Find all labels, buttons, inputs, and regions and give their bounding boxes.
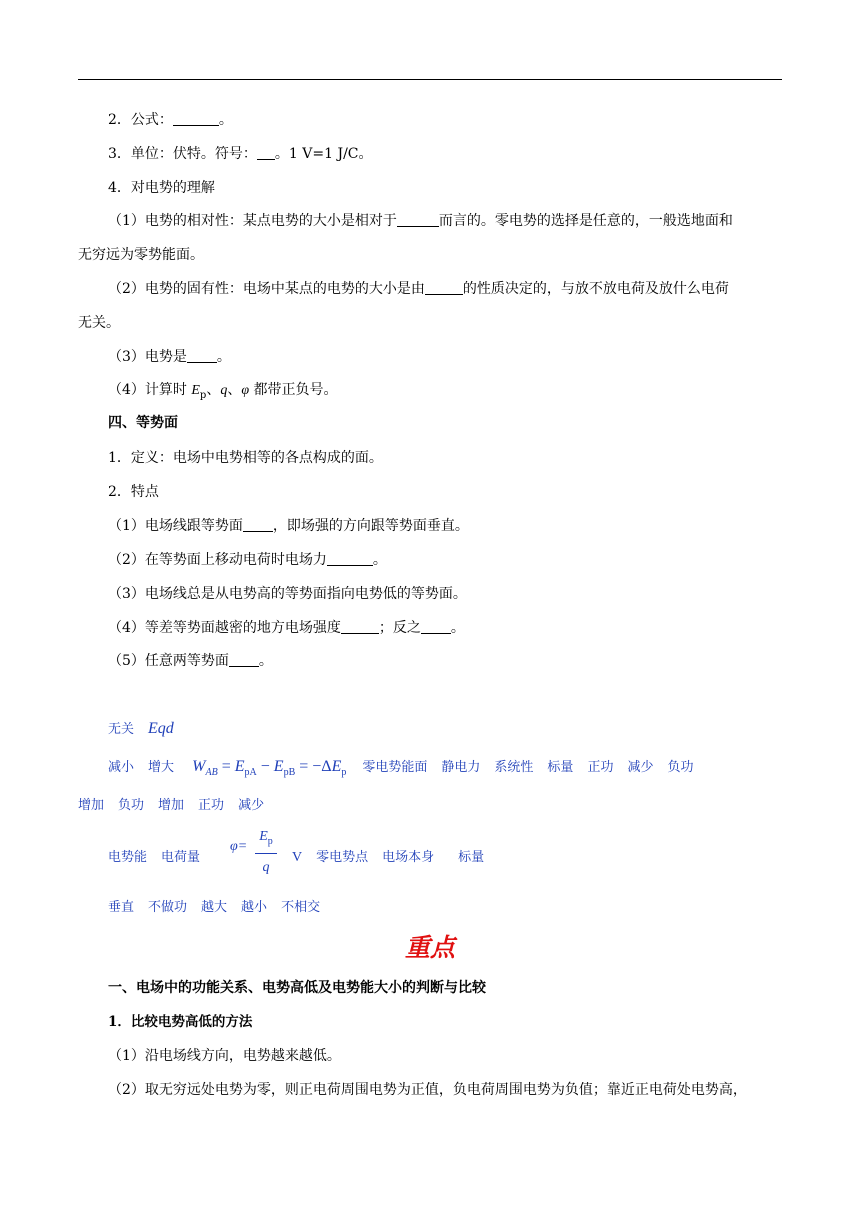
feature-1: （1）电场线跟等势面 ，即场强的方向跟等势面垂直。 [108,518,469,534]
relativity-line: （1）电势的相对性：某点电势的大小是相对于 而言的。零电势的选择是任意的，一般选地面和 [108,213,733,229]
unit-line: 3．单位：伏特。符号： 。1 V=1 J/C。 [108,146,373,162]
fraction-denominator: q [262,860,270,875]
fraction-bar [255,853,277,854]
blank [173,111,219,126]
blank [425,280,463,295]
header-rule [78,79,782,80]
definition-line: 1．定义：电场中电势相等的各点构成的面。 [108,450,383,466]
section-heading-equipotential: 四、等势面 [108,415,178,431]
feature-5: （5）任意两等势面 。 [108,653,273,669]
feature-3: （3）电场线总是从电势高的等势面指向电势低的等势面。 [108,586,467,602]
method-2: （2）取无穷远处电势为零，则正电荷周围电势为正值，负电荷周围电势为负值；靠近正电荷处电势高， [108,1082,747,1098]
formula-line: 2．公式： 。 [108,112,233,128]
answers-line-4-rest: V 零电势点 电场本身 标量 [292,850,485,865]
key-points-title: 重点 [404,933,455,962]
blank [243,517,273,532]
blank [341,619,379,634]
blank [187,348,217,363]
blank [229,652,259,667]
relativity-line-cont: 无穷远为零势能面。 [78,247,204,263]
answers-line-5: 垂直 不做功 越大 越小 不相交 [108,900,321,915]
potential-formula-lhs: φ= [230,839,248,854]
feature-4: （4）等差等势面越密的地方电场强度 ；反之 。 [108,620,465,636]
answers-line-4: 电势能 电荷量 [108,850,201,865]
answers-line-2: 减小 增大 $W_{AB} = E_{pA} - E_{pB} = -\Delta E_p$ 零电势能面 静电力 系统性 标量 正功 减少 负功 [108,758,694,778]
understanding-line: 4．对电势的理解 [108,180,215,196]
blank [397,212,439,227]
answers-line-1: 无关 Eqd [108,720,174,737]
subsection-heading-1: 1．比较电势高低的方法 [108,1014,253,1030]
blank [421,619,451,634]
method-1: （1）沿电场线方向，电势越来越低。 [108,1048,341,1064]
scalar-line: （3）电势是 。 [108,349,231,365]
blank [257,145,275,160]
fraction-numerator: $E_p$ [259,829,273,847]
intrinsic-line-cont: 无关。 [78,315,120,331]
work-energy-formula: $W_{AB} = E_{pA} - E_{pB} = -\Delta E_p$ [192,758,347,778]
intrinsic-line: （2）电势的固有性：电场中某点的电势的大小是由 的性质决定的，与放不放电荷及放什么电荷 [108,281,729,297]
sign-line: （4）计算时 $E_p$、q、φ 都带正负号。 [108,382,338,401]
section-heading-1: 一、电场中的功能关系、电势高低及电势能大小的判断与比较 [108,980,486,996]
blank [327,551,373,566]
answers-line-3: 增加 负功 增加 正功 减少 [78,798,265,813]
feature-2: （2）在等势面上移动电荷时电场力 。 [108,552,387,568]
features-line: 2．特点 [108,484,159,500]
